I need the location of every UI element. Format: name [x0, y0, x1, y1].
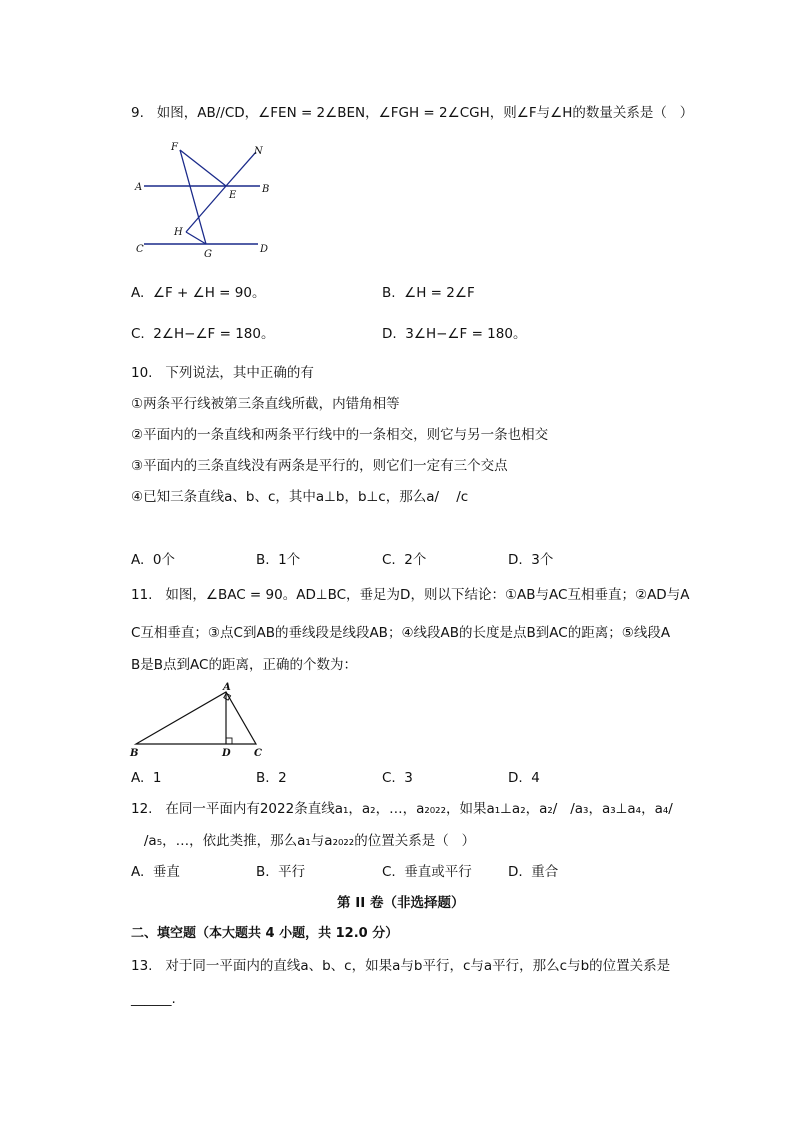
q12-option-b[interactable]: B. 平行 [256, 864, 306, 880]
q10-statement-1: ①两条平行线被第三条直线所截，内错角相等 [131, 396, 400, 412]
q11-option-d[interactable]: D. 4 [508, 770, 540, 786]
label-c: C [254, 748, 262, 759]
q10-option-c[interactable]: C. 2个 [382, 552, 427, 568]
q12-option-a[interactable]: A. 垂直 [131, 864, 180, 880]
q10-option-b[interactable]: B. 1个 [256, 552, 301, 568]
q13-blank[interactable]: ______. [131, 991, 176, 1007]
q9-option-d[interactable]: D. 3∠H−∠F = 180。 [382, 326, 527, 342]
q11-stem-line-2: C互相垂直；③点C到AB的垂线段是线段AB；④线段AB的长度是点B到AC的距离；⑤线段A [131, 625, 671, 641]
label-a: A [135, 182, 143, 193]
triangle-abc [136, 692, 256, 744]
q10-statement-4: ④已知三条直线a、b、c，其中a⊥b，b⊥c，那么a/ /c [131, 489, 469, 505]
label-b: B [262, 184, 270, 195]
line-en [226, 152, 256, 186]
part2-title: 第 II 卷（非选择题） [337, 895, 465, 911]
q9-stem: 9. 如图，AB//CD，∠FEN = 2∠BEN，∠FGH = 2∠CGH，则∠F与∠H的数量关系是（ ） [131, 105, 694, 121]
label-a: A [223, 682, 231, 693]
line-fg [180, 150, 206, 244]
label-d: D [260, 244, 269, 255]
q11-option-b[interactable]: B. 2 [256, 770, 287, 786]
label-c: C [136, 244, 144, 255]
q12-stem-line-1: 12. 在同一平面内有2022条直线a₁，a₂，…，a₂₀₂₂，如果a₁⊥a₂，a₂/ /a₃，a₃⊥a₄，a₄/ [131, 801, 673, 817]
label-b: B [130, 748, 139, 759]
q10-option-a[interactable]: A. 0个 [131, 552, 175, 568]
q9-figure [130, 140, 280, 270]
label-d: D [222, 748, 231, 759]
q11-figure [128, 680, 268, 760]
q9-option-a[interactable]: A. ∠F + ∠H = 90。 [131, 285, 266, 301]
q12-option-d[interactable]: D. 重合 [508, 864, 559, 880]
q12-option-c[interactable]: C. 垂直或平行 [382, 864, 472, 880]
q11-option-c[interactable]: C. 3 [382, 770, 413, 786]
label-g: G [204, 249, 212, 260]
label-n: N [254, 146, 263, 157]
section2-title: 二、填空题（本大题共 4 小题，共 12.0 分） [131, 926, 399, 941]
q9-option-b[interactable]: B. ∠H = 2∠F [382, 285, 475, 301]
q10-statement-2: ②平面内的一条直线和两条平行线中的一条相交，则它与另一条也相交 [131, 427, 549, 443]
q11-stem-line-3: B是B点到AC的距离，正确的个数为： [131, 657, 357, 673]
q10-statement-3: ③平面内的三条直线没有两条是平行的，则它们一定有三个交点 [131, 458, 508, 474]
q10-option-d[interactable]: D. 3个 [508, 552, 554, 568]
q11-stem-line-1: 11. 如图，∠BAC = 90。AD⊥BC，垂足为D，则以下结论：①AB与AC互相垂直；②AD与A [131, 587, 690, 603]
q13-stem: 13. 对于同一平面内的直线a、b、c，如果a与b平行，c与a平行，那么c与b的位置关系是 [131, 958, 671, 974]
label-f: F [171, 142, 178, 153]
q11-option-a[interactable]: A. 1 [131, 770, 162, 786]
line-fe [180, 150, 226, 186]
q12-stem-line-2: /a₅，…，依此类推，那么a₁与a₂₀₂₂的位置关系是（ ） [131, 833, 476, 849]
label-h: H [174, 227, 183, 238]
q9-option-c[interactable]: C. 2∠H−∠F = 180。 [131, 326, 275, 342]
label-e: E [229, 190, 237, 201]
right-angle-d [226, 738, 232, 744]
q10-stem: 10. 下列说法，其中正确的有 [131, 365, 314, 381]
